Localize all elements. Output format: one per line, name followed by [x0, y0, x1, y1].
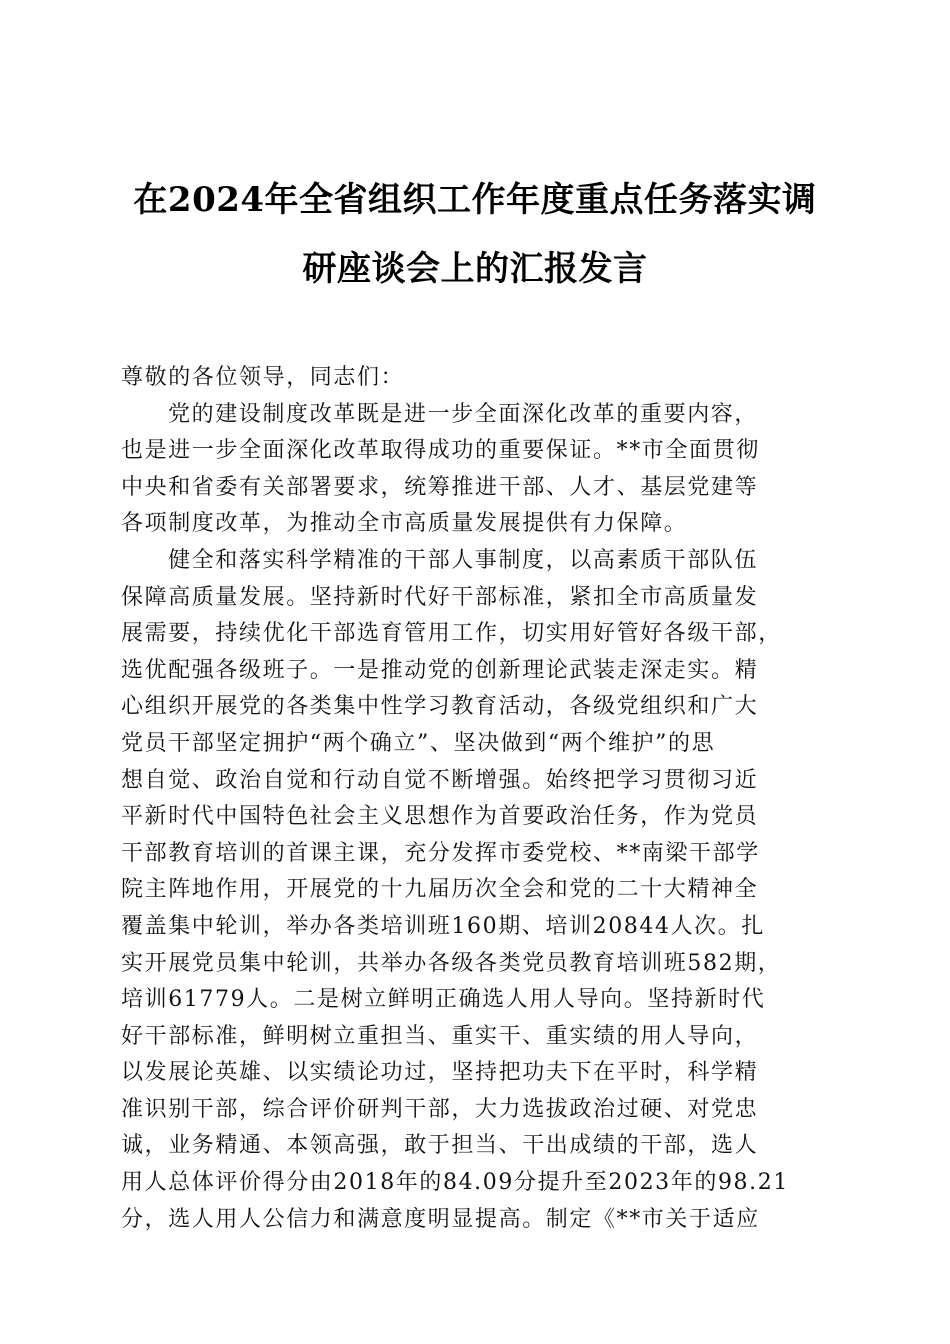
- body-line: 尊敬的各位领导，同志们：: [121, 365, 405, 390]
- body-line: 干部教育培训的首课主课，充分发挥市委党校、**南梁干部学: [121, 840, 760, 866]
- body-line: 心组织开展党的各类集中性学习教育活动，各级党组织和广大: [121, 694, 759, 720]
- body-line: 党员干部坚定拥护“两个确立”、坚决做到“两个维护”的思: [121, 730, 716, 756]
- body-line: 以发展论英雄、以实绩论功过，坚持把功夫下在平时，科学精: [121, 1060, 759, 1086]
- body-line: 选优配强各级班子。一是推动党的创新理论武装走深走实。精: [121, 657, 759, 683]
- body-line: 展需要，持续优化干部选育管用工作，切实用好管好各级干部，: [121, 621, 782, 647]
- body-line: 各项制度改革，为推动全市高质量发展提供有力保障。: [121, 511, 688, 537]
- body-line: 想自觉、政治自觉和行动自觉不断增强。始终把学习贯彻习近: [121, 767, 759, 793]
- body-line: 准识别干部，综合评价研判干部，大力选拔政治过硬、对党忠: [121, 1096, 759, 1122]
- document-body: [121, 360, 831, 1238]
- body-line: 中央和省委有关部署要求，统筹推进干部、人才、基层党建等: [121, 474, 759, 500]
- body-line: 党的建设制度改革既是进一步全面深化改革的重要内容，: [168, 401, 759, 427]
- body-line: 用人总体评价得分由2018年的84.09分提升至2023年的98.21: [121, 1170, 789, 1196]
- body-line: 也是进一步全面深化改革取得成功的重要保证。**市全面贯彻: [121, 438, 760, 464]
- body-line: 分，选人用人公信力和满意度明显提高。制定《**市关于适应: [121, 1206, 760, 1232]
- body-line: 院主阵地作用，开展党的十九届历次全会和党的二十大精神全: [121, 877, 759, 903]
- body-line: 平新时代中国特色社会主义思想作为首要政治任务，作为党员: [121, 804, 759, 830]
- body-line: 诚，业务精通、本领高强，敢于担当、干出成绩的干部，选人: [121, 1133, 759, 1159]
- document-title-line-2: 研座谈会上的汇报发言: [302, 249, 648, 289]
- body-line: 覆盖集中轮训，举办各类培训班160期、培训20844人次。扎: [121, 913, 765, 939]
- document-title-line-1: 在2024年全省组织工作年度重点任务落实调: [133, 180, 817, 220]
- body-line: 保障高质量发展。坚持新时代好干部标准，紧扣全市高质量发: [121, 584, 759, 610]
- body-line: 培训61779人。二是树立鲜明正确选人用人导向。坚持新时代: [121, 987, 766, 1013]
- body-line: 健全和落实科学精准的干部人事制度，以高素质干部队伍: [168, 547, 759, 573]
- body-line: 实开展党员集中轮训，共举办各级各类党员教育培训班582期，: [121, 950, 782, 976]
- body-line: 好干部标准，鲜明树立重担当、重实干、重实绩的用人导向，: [121, 1023, 759, 1049]
